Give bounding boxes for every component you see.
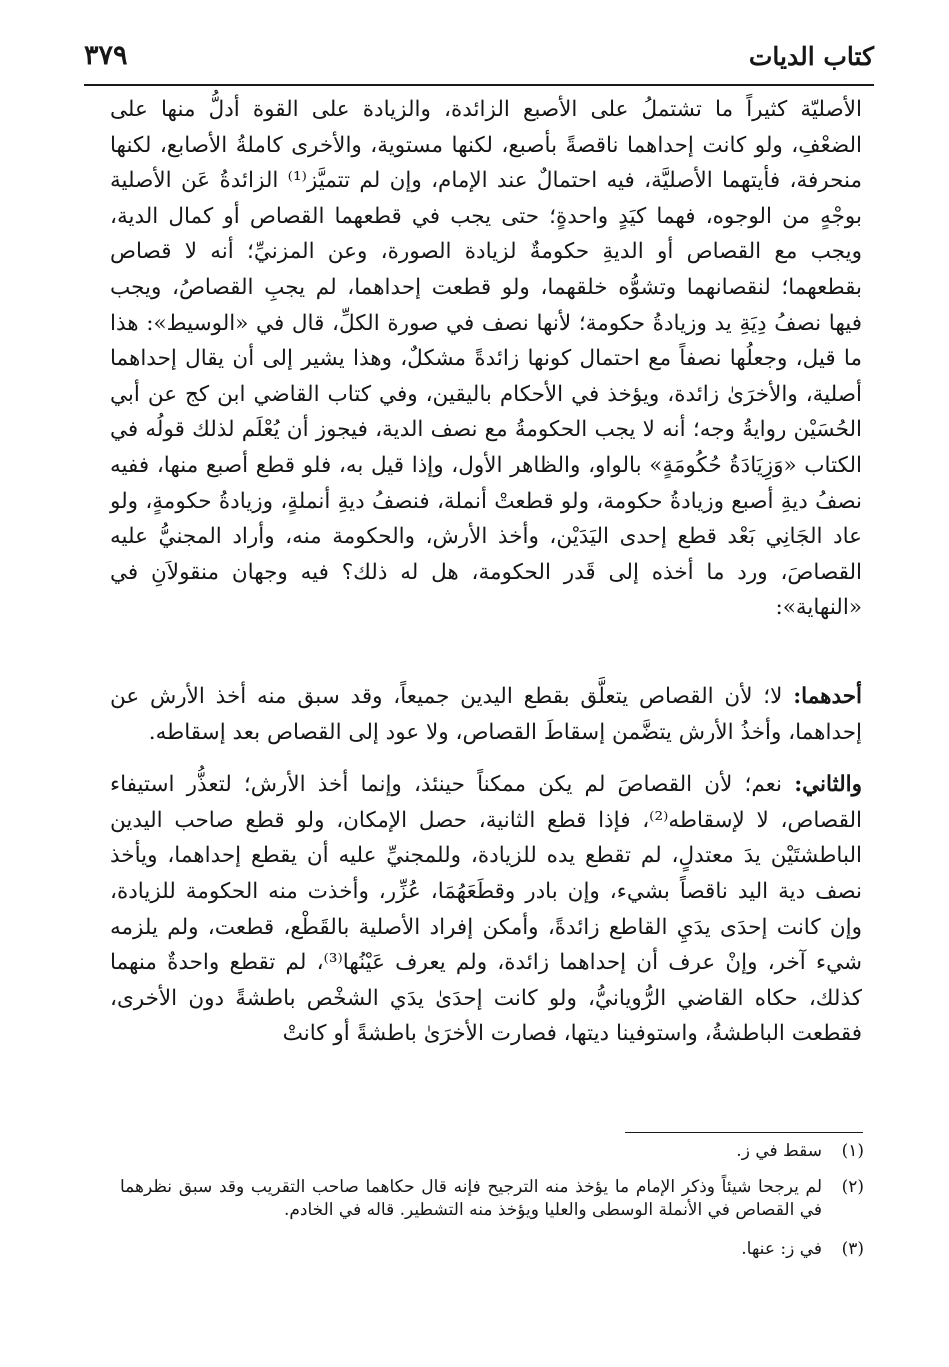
footnote-text: في ز: عنها. [741, 1239, 822, 1259]
footnote-text: سقط في ز. [736, 1141, 822, 1161]
footnote [120, 1140, 864, 1163]
chapter-title: كتاب الديات [748, 42, 874, 71]
footnote [120, 1176, 864, 1222]
running-header [84, 38, 874, 78]
first-opinion-text: لا؛ لأن القصاص يتعلَّق بقطع اليدين جميعاً، وقد سبق منه أخذ الأرش عن إحداهما، وأخذُ الأرش يتضَّمن إسقاطَ القصاص، ولا عود إلى القصاص بعد إسقاطه. [110, 684, 862, 745]
footnote-number: (٣) [841, 1239, 864, 1259]
second-opinion-label: والثاني: [794, 772, 862, 798]
header-rule [84, 84, 874, 86]
page-number: ٣٧٩ [84, 40, 128, 71]
footnote-number: (٢) [841, 1177, 864, 1197]
first-opinion-label: أحدهما: [793, 684, 863, 709]
paragraph: الأصليّة كثيراً ما تشتملُ على الأصبع الزائدة، والزيادة على القوة أدلُّ منها على الضعْفِ، ولو كانت إحداهما ناقصةً بأصبع، لكنها مستوية، والأخرى كاملةُ الأصابع، لكنها منحرفة، فأيتهما الأصليَّة، فيه احتمالٌ عند الإمام، وإن لم تتميَّز⁽¹⁾ الزائدةُ عَن الأصلية بوجْهٍ من الوجوه، فهما كيَدٍ واحدةٍ؛ حتى يجب في قطعهما القصاص أو كمال الدية، ويجب مع القصاص أو الديةِ حكومةٌ لزيادة الصورة، وعن المزنيِّ؛ أنه لا قصاص بقطعهما؛ لنقصانهما وتشوُّه خلقهما، ولو قطعت إحداهما، لم يجبِ القصاصُ، ويجب فيها نصفُ دِيَةِ يد وزيادةُ حكومة؛ لأنها نصف في صورة الكلِّ، قال في «الوسيط»: هذا ما قيل، وجعلُها نصفاً مع احتمال كونها زائدةً مشكلٌ، وهذا يشير إلى أن يقال إحداهما أصلية، والأخرَىٰ زائدة، ويؤخذ في الأحكام باليقين، وفي كتاب القاضي ابن كج عن أبي الحُسَيْن روايةُ وجه؛ أنه لا يجب الحكومةُ مع نصف الدية، فيجوز أن يُعْلَم لذلك قولُه في الكتاب «وَزِيَادَةُ حُكُومَةٍ» بالواو، والظاهر الأول، وإذا قيل به، فلو قطع أصبع منها، ففيه نصفُ ديةِ أصبع وزيادةُ حكومة، ولو قطعتْ أنملة، فنصفُ ديةِ أنملةٍ، وزيادةُ حكومةٍ، ولو عاد الجَانِي بَعْد قطع إحدى اليَدَيْن، وأخذ الأرش، والحكومة منه، وأراد المجنيُّ عليه القصاصَ، ورد ما أخذه إلى قَدر الحكومة، هل له ذلك؟ فيه وجهان منقولاَنِ في «النهاية»: [110, 97, 863, 621]
footnote-rule [625, 1132, 863, 1133]
footnote [120, 1238, 864, 1261]
footnotes [120, 1140, 864, 1274]
second-opinion-paragraph [110, 767, 862, 1052]
main-text [110, 92, 862, 1052]
first-opinion-paragraph [110, 679, 862, 750]
footnote-text: لم يرجحا شيئاً وذكر الإمام ما يؤخذ منه الترجيح فإنه قال حكاهما صاحب التقريب وقد سبق نظرهما في القصاص في الأنملة الوسطى والعليا ويؤخذ منه التشطير. قاله في الخادم. [120, 1177, 822, 1220]
footnote-number: (١) [841, 1141, 864, 1161]
second-opinion-text: نعم؛ لأن القصاصَ لم يكن ممكناً حينئذ، وإنما أخذ الأرش؛ لتعذُّر استيفاء القصاص، لا لإسقاطه⁽²⁾، فإذا قطع الثانية، حصل الإمكان، ولو قطع صاحب اليدين الباطشتَيْن يدَ معتدلٍ، لم تقطع يده للزيادة، وللمجنيِّ عليه أن يقطع إحداهما، ويأخذ نصف دية اليد ناقصاً بشيء، وإن بادر وقطَعَهُمَا، عُزِّر، وأخذت منه الحكومة للزيادة، وإن كانت إحدَى يدَيِ القاطع زائدةً، وأمكن إفراد الأصلية بالقَطْع، قطعت، ولم يلزمه شيء آخر، وإنْ عرف أن إحداهما زائدة، ولم يعرف عَيْنُها⁽³⁾، لم تقطع واحدةٌ منهما كذلك، حكاه القاضي الرُّويانيُّ، ولو كانت إحدَىٰ يدَي الشخْص باطشةً دون الأخرى، فقطعت الباطشةُ، واستوفينا ديتها، فصارت الأخرَىٰ باطشةً أو كانتْ [110, 772, 863, 1047]
